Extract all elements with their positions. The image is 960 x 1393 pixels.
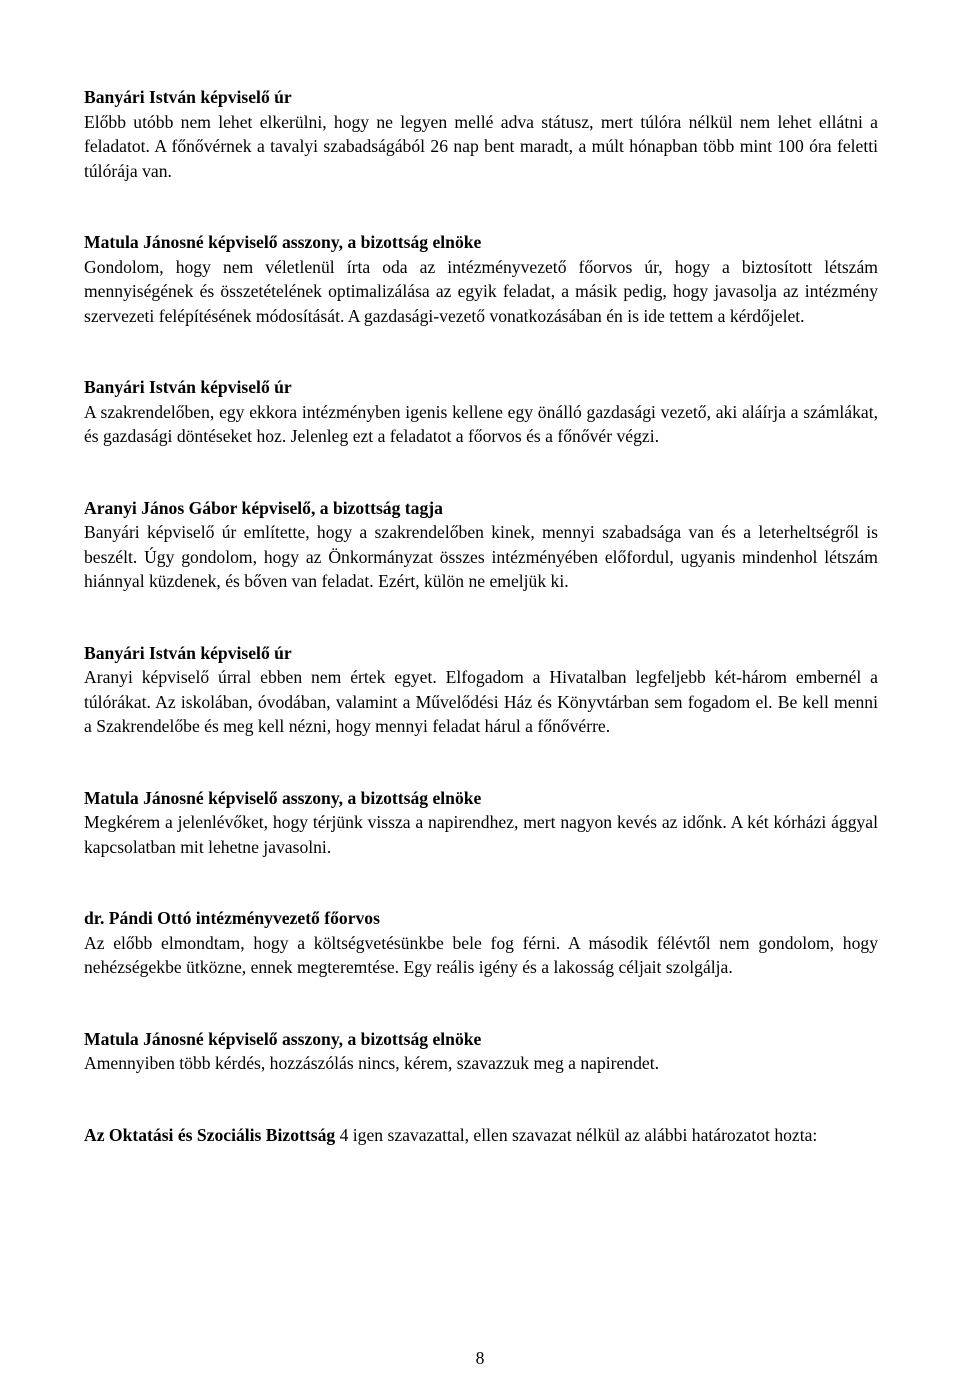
- resolution-intro: [84, 1123, 878, 1148]
- speech-block: [84, 496, 878, 594]
- resolution-intro-text: 4 igen szavazattal, ellen szavazat nélkül az alábbi határozatot hozta:: [335, 1124, 818, 1145]
- speaker-name: Matula Jánosné képviselő asszony, a bizottság elnöke: [84, 232, 482, 252]
- speech-text: Az előbb elmondtam, hogy a költségvetésünkbe bele fog férni. A második félévtől nem gondolom, hogy nehézségekbe ütközne, ennek megteremtése. Egy reális igény és a lakosság céljait szolgálja.: [84, 932, 878, 977]
- speech-block: [84, 375, 878, 449]
- speech-block: [84, 906, 878, 980]
- document-page: [84, 85, 878, 1147]
- page-number: 8: [475, 1348, 485, 1368]
- speech-block: [84, 85, 878, 183]
- speaker-name: Banyári István képviselő úr: [84, 87, 292, 107]
- speech-text: Amennyiben több kérdés, hozzászólás nincs, kérem, szavazzuk meg a napirendet.: [84, 1053, 660, 1073]
- speech-text: Gondolom, hogy nem véletlenül írta oda az intézményvezető főorvos úr, hogy a biztosított létszám mennyiségének és összetételének optimalizálása az egyik feladat, a másik pedig, hogy javasolja az intézmény szervezeti felépítésének módosítását. A gazdasági-vezető vonatkozásában én is ide tettem a kérdőjelet.: [84, 256, 878, 326]
- speech-block: [84, 230, 878, 328]
- speaker-name: Banyári István képviselő úr: [84, 377, 292, 397]
- speaker-name: Matula Jánosné képviselő asszony, a bizottság elnöke: [84, 1028, 482, 1049]
- speech-text: Előbb utóbb nem lehet elkerülni, hogy ne legyen mellé adva státusz, mert túlóra nélkül nem lehet ellátni a feladatot. A főnővérnek a tavalyi szabadságából 26 nap bent maradt, a múlt hónapban több mint 100 óra feletti túlórája van.: [84, 111, 878, 181]
- speech-text: A szakrendelőben, egy ekkora intézményben igenis kellene egy önálló gazdasági vezető, aki aláírja a számlákat, és gazdasági döntéseket hoz. Jelenleg ezt a feladatot a főorvos és a főnővér végzi.: [84, 401, 878, 446]
- speaker-name: dr. Pándi Ottó intézményvezető főorvos: [84, 908, 380, 928]
- speech-block: [84, 641, 878, 739]
- speech-block: [84, 1027, 878, 1076]
- speaker-name: Banyári István képviselő úr: [84, 642, 292, 663]
- committee-name: Az Oktatási és Szociális Bizottság: [84, 1124, 336, 1145]
- speech-block: [84, 786, 878, 860]
- speaker-name: Matula Jánosné képviselő asszony, a bizottság elnöke: [84, 787, 482, 808]
- speech-text: Aranyi képviselő úrral ebben nem értek egyet. Elfogadom a Hivatalban legfeljebb két-három embernél a túlórákat. Az iskolában, óvodában, valamint a Művelődési Ház és Könyvtárban sem fogadom el. Be kell menni a Szakrendelőbe és meg kell nézni, hogy mennyi feladat hárul a főnővérre.: [84, 667, 878, 736]
- speech-text: Banyári képviselő úr említette, hogy a szakrendelőben kinek, mennyi szabadsága van és a leterheltségről is beszélt. Úgy gondolom, hogy az Önkormányzat összes intézményében előfordul, ugyanis mindenhol létszám hiánnyal küzdenek, és bőven van feladat. Ezért, külön ne emeljük ki.: [84, 522, 878, 591]
- speech-text: Megkérem a jelenlévőket, hogy térjünk vissza a napirendhez, mert nagyon kevés az időnk. A két kórházi ággyal kapcsolatban mit lehetne javasolni.: [84, 812, 878, 857]
- speaker-name: Aranyi János Gábor képviselő, a bizottság tagja: [84, 497, 443, 518]
